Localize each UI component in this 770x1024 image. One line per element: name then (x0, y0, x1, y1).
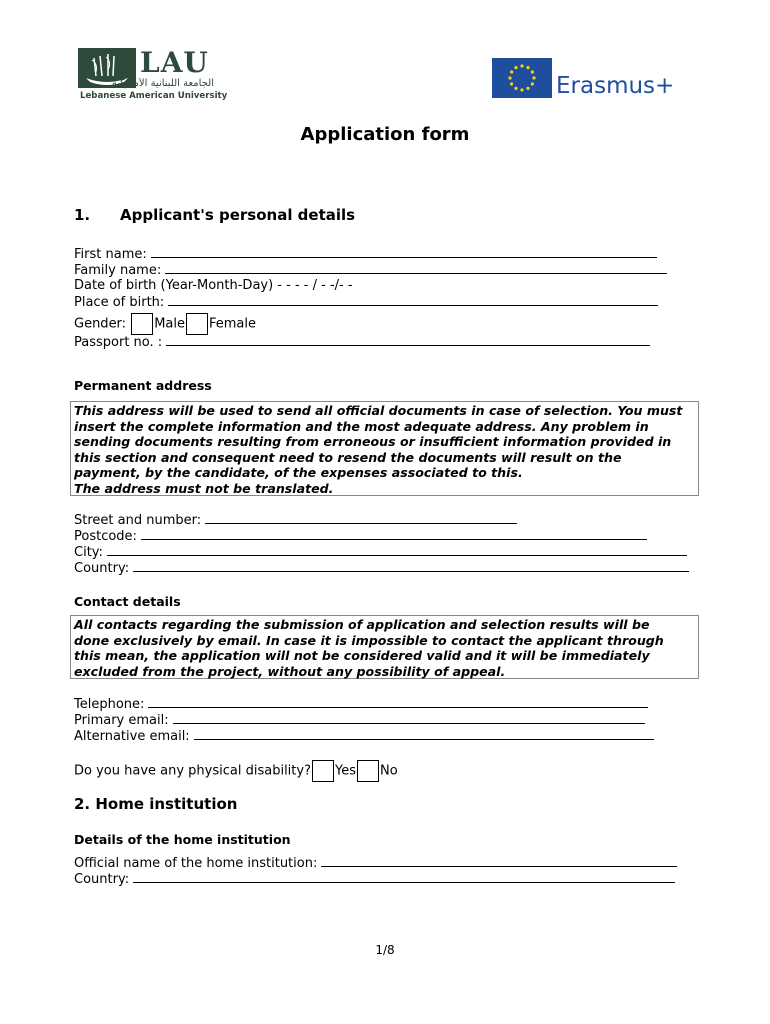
notice-line: All contacts regarding the submission of application and selection results will be (74, 617, 650, 632)
city-field[interactable] (74, 544, 687, 561)
family-name-field[interactable] (74, 262, 667, 279)
gender-label: Gender: (74, 316, 127, 332)
notice-line: excluded from the project, without any possibility of appeal. (74, 663, 506, 679)
primary-email-field[interactable] (74, 712, 645, 729)
contact-details-heading: Contact details (74, 594, 181, 609)
street-field[interactable] (74, 512, 517, 529)
country-line[interactable] (133, 560, 689, 572)
place-of-birth-label: Place of birth: (74, 295, 165, 310)
eu-flag-icon (492, 58, 552, 98)
gender-female-checkbox[interactable] (186, 313, 208, 335)
first-name-line[interactable] (151, 246, 657, 258)
notice-line: this mean, the application will not be considered valid and it will be immediately (74, 648, 650, 664)
postcode-label: Postcode: (74, 529, 137, 544)
disability-yes-label: Yes (334, 763, 356, 779)
notice-line: The address must not be translated. (74, 480, 334, 496)
passport-line[interactable] (166, 334, 650, 346)
page-number: 1/8 (375, 943, 395, 957)
family-name-label: Family name: (74, 263, 162, 278)
contact-details-notice (70, 615, 699, 679)
country-field[interactable] (74, 560, 689, 577)
family-name-line[interactable] (165, 262, 667, 274)
street-label: Street and number: (74, 513, 202, 528)
home-country-label: Country: (74, 872, 130, 887)
notice-line: this section and consequent need to resend the documents will result on the (74, 449, 622, 465)
lau-logo (78, 48, 228, 106)
gender-female-label: Female (209, 316, 257, 332)
notice-line: done exclusively by email. In case it is impossible to contact the applicant through (74, 632, 664, 648)
gender-male-label: Male (154, 316, 185, 332)
section1-heading: Applicant's personal details (120, 206, 356, 224)
home-country-field[interactable] (74, 871, 675, 888)
permanent-address-heading: Permanent address (74, 378, 212, 393)
notice-line: sending documents resulting from erroneous or insufficient information provided in (74, 434, 672, 450)
notice-line: insert the complete information and the most adequate address. Any problem in (74, 418, 649, 434)
lau-logo-full: Lebanese American University (80, 91, 228, 101)
alternative-email-label: Alternative email: (74, 729, 190, 744)
page-title: Application form (300, 124, 470, 145)
official-name-line[interactable] (321, 855, 677, 867)
gender-field (74, 313, 256, 335)
primary-email-line[interactable] (173, 712, 645, 724)
section1-number: 1. (74, 206, 91, 224)
alternative-email-field[interactable] (74, 728, 654, 745)
erasmus-logo (492, 58, 692, 100)
permanent-address-notice (70, 401, 699, 496)
alternative-email-line[interactable] (194, 728, 654, 740)
place-of-birth-line[interactable] (168, 294, 658, 306)
disability-no-label: No (379, 763, 398, 779)
home-country-line[interactable] (133, 871, 675, 883)
telephone-line[interactable] (148, 696, 648, 708)
notice-line: This address will be used to send all official documents in case of selection. You must (74, 403, 683, 418)
disability-yes-checkbox[interactable] (312, 760, 334, 782)
disability-no-checkbox[interactable] (357, 760, 379, 782)
lau-logo-arabic: الجامعة اللبنانية الأميركية (111, 78, 214, 89)
telephone-field[interactable] (74, 696, 648, 713)
passport-label: Passport no. : (74, 335, 163, 350)
postcode-line[interactable] (141, 528, 647, 540)
disability-field (74, 760, 398, 782)
section2-subheading: Details of the home institution (74, 832, 291, 847)
postcode-field[interactable] (74, 528, 647, 545)
country-label: Country: (74, 561, 130, 576)
dob-field[interactable]: Date of birth (Year-Month-Day) - - - - / - -/- - (74, 278, 353, 293)
city-label: City: (74, 545, 103, 560)
place-of-birth-field[interactable] (74, 294, 658, 311)
notice-line: payment, by the candidate, of the expenses associated to this. (74, 465, 523, 481)
first-name-field[interactable] (74, 246, 657, 263)
disability-question: Do you have any physical disability? (74, 763, 311, 779)
section2-heading: 2. Home institution (74, 795, 238, 813)
primary-email-label: Primary email: (74, 713, 169, 728)
city-line[interactable] (107, 544, 687, 556)
official-name-field[interactable] (74, 855, 677, 872)
erasmus-logo-text: Erasmus+ (556, 73, 675, 99)
official-name-label: Official name of the home institution: (74, 856, 318, 871)
first-name-label: First name: (74, 247, 147, 262)
gender-male-checkbox[interactable] (131, 313, 153, 335)
telephone-label: Telephone: (74, 697, 145, 712)
lau-logo-short: LAU (140, 46, 209, 79)
passport-field[interactable] (74, 334, 650, 351)
street-line[interactable] (205, 512, 517, 524)
